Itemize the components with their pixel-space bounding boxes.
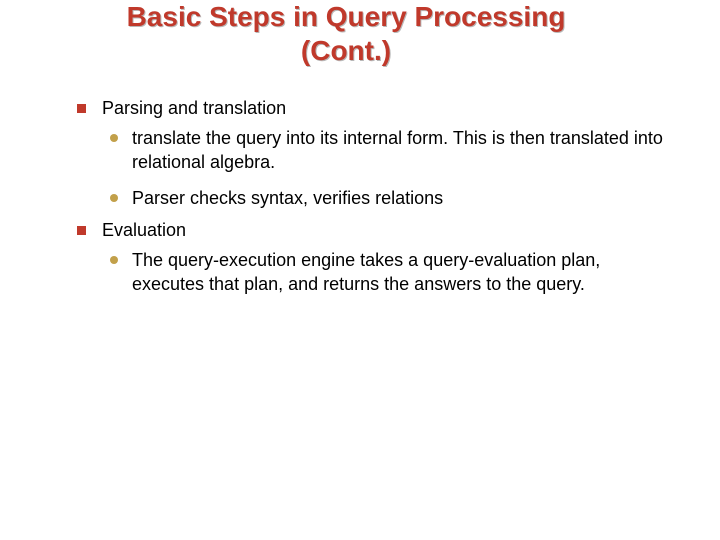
slide-title-line-1: Basic Steps in Query Processing (126, 1, 566, 32)
bullet-list (0, 94, 720, 296)
dot-bullet-icon (110, 194, 118, 202)
dot-bullet-icon (110, 134, 118, 142)
square-bullet-icon (77, 226, 86, 235)
square-bullet-icon (77, 104, 86, 113)
sub-bullet-item (0, 126, 672, 174)
sub-bullet-text: The query-execution engine takes a query-evaluation plan, executes that plan, and returns the answers to the query. (132, 250, 601, 294)
sub-bullet-item (0, 248, 672, 296)
bullet-text: Evaluation (102, 220, 187, 240)
sub-bullet-item (0, 186, 672, 210)
bullet-item (0, 216, 720, 244)
bullet-item (0, 94, 720, 122)
sub-bullet-text: Parser checks syntax, verifies relations (132, 188, 444, 208)
slide-title-line-2: (Cont.) (300, 35, 392, 66)
bullet-text: Parsing and translation (102, 98, 287, 118)
slide-title (0, 0, 692, 68)
sub-bullet-text: translate the query into its internal form. This is then translated into relational algebra. (132, 128, 663, 172)
dot-bullet-icon (110, 256, 118, 264)
